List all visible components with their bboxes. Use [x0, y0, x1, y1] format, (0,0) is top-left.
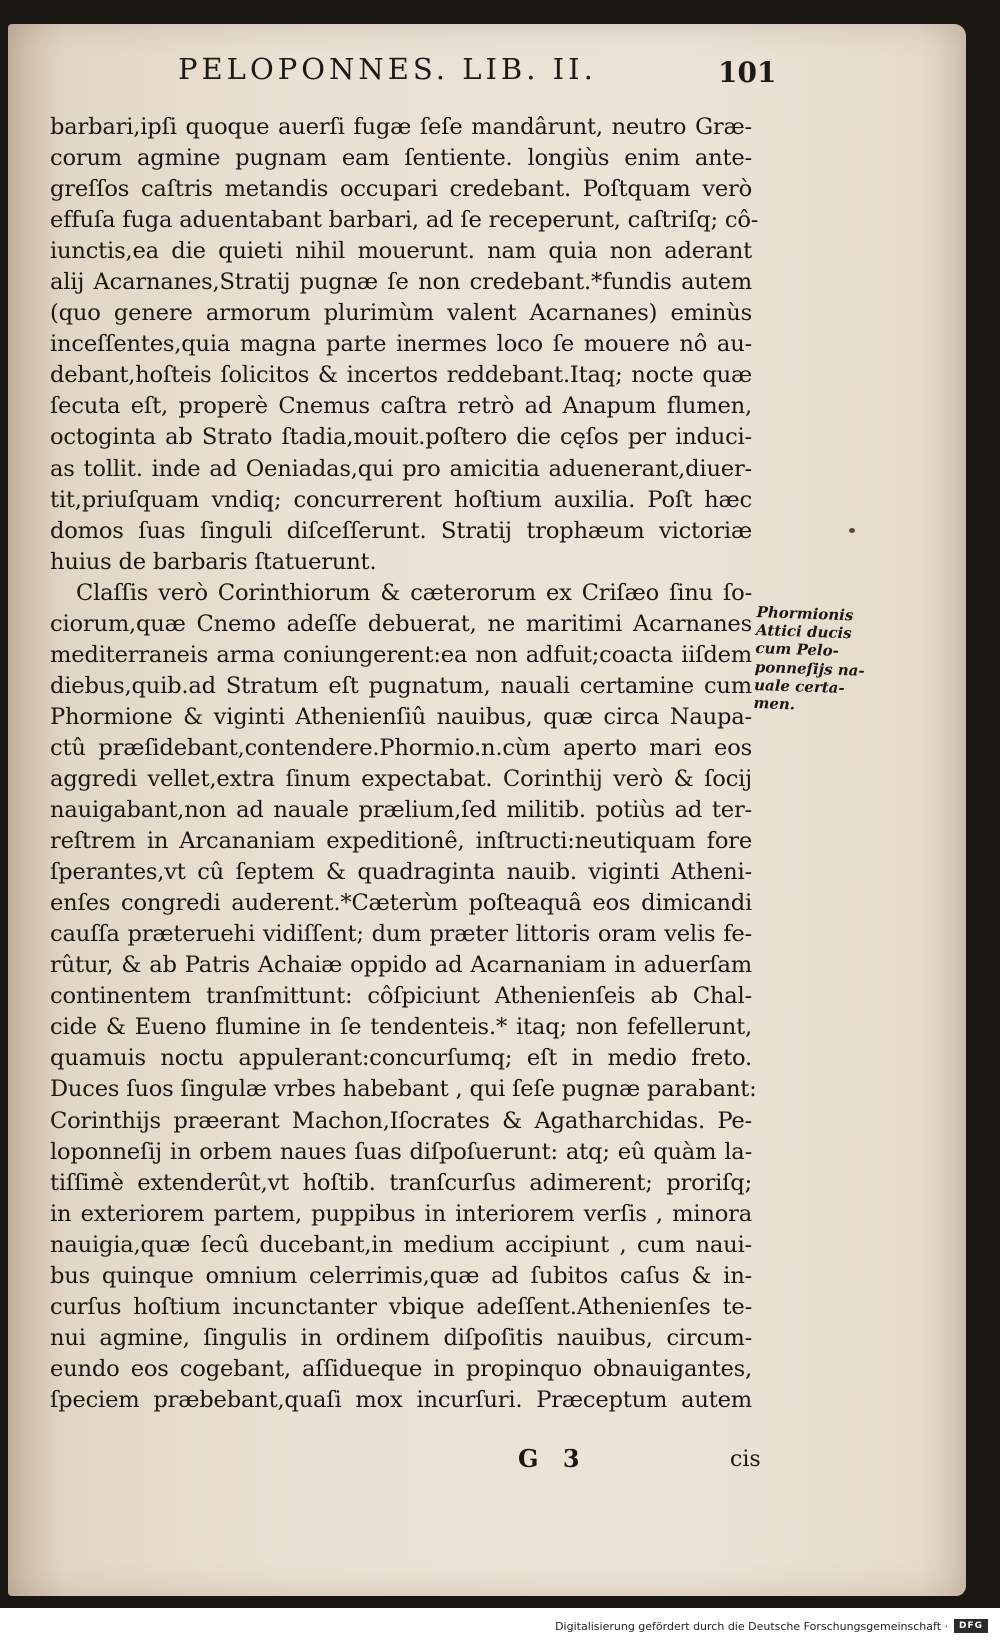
text-line: curſus hoſtium incunctanter vbique adeſſent.Athenienſes te- — [50, 1293, 752, 1320]
text-line: bus quinque omnium celerrimis,quæ ad ſubitos caſus & in- — [50, 1262, 752, 1289]
text-line: enſes congredi auderent.*Cæterùm poſteaquâ eos dimicandi — [50, 890, 752, 917]
text-line: aggredi vellet,extra ſinum expectabat. Corinthij verò & ſocij — [50, 765, 752, 792]
text-line: Claſſis verò Corinthiorum & cæterorum ex Criſæo ſinu ſo- — [76, 579, 752, 606]
text-line: nauigabant,non ad nauale prælium,ſed militib. potiùs ad ter- — [50, 797, 752, 824]
text-line: reſtrem in Arcananiam expeditionê, inſtructi:neutiquam fore — [50, 828, 752, 855]
text-line: Corinthijs præerant Machon,Iſocrates & Agatharchidas. Pe- — [50, 1107, 752, 1134]
catchword: cis — [730, 1447, 761, 1472]
marginal-note-line: Attici ducis — [755, 621, 852, 643]
text-line: as tollit. inde ad Oeniadas,qui pro amicitia aduenerant,diuer- — [50, 455, 752, 482]
ink-speck — [849, 528, 855, 533]
signature-mark: G 3 — [518, 1444, 588, 1473]
text-line: continentem tranſmittunt: côſpiciunt Athenienſeis ab Chal- — [50, 983, 752, 1010]
text-line: octoginta ab Strato ſtadia,mouit.poſtero die cęſos per induci- — [50, 424, 752, 451]
funding-credit: Digitalisierung gefördert durch die Deutsche Forschungsgemeinschaft · — [555, 1620, 948, 1633]
text-line: iunctis,ea die quieti nihil mouerunt. nam quia non aderant — [50, 238, 752, 265]
text-line: tiſſimè extenderût,vt hoſtib. tranſcurſus adimerent; proriſq; — [50, 1169, 752, 1196]
text-line: barbari,ipſi quoque auerſi fugæ ſeſe mandârunt, neutro Græ- — [50, 114, 752, 140]
text-line: loponneſij in orbem naues ſuas diſpoſuerunt: atq; eû quàm la- — [50, 1138, 752, 1165]
marginal-note-line: men. — [753, 693, 796, 714]
text-line: cide & Eueno flumine in ſe tendenteis.* itaq; non fefellerunt, — [50, 1014, 752, 1041]
text-line: inceſſentes,quia magna parte inermes loco ſe mouere nô au- — [50, 331, 752, 358]
text-line: Duces ſuos ſingulæ vrbes habebant , qui ſeſe pugnæ parabant: — [50, 1076, 757, 1103]
text-line: huius de barbaris ſtatuerunt. — [50, 548, 377, 575]
text-line: ctû præſidebant,contendere.Phormio.n.cùm aperto mari eos — [50, 734, 752, 761]
digitization-footer — [0, 1608, 1000, 1646]
marginal-note-line: Phormionis — [756, 603, 854, 625]
text-line: domos ſuas ſinguli diſceſſerunt. Stratij trophæum victoriæ — [50, 517, 752, 544]
text-line: nui agmine, ſingulis in ordinem diſpoſitis nauibus, circum- — [50, 1324, 752, 1351]
text-line: mediterraneis arma coniungerent:ea non adfuit;coacta iiſdem — [50, 641, 752, 668]
text-line: ſecuta eſt, properè Cnemus caſtra retrò ad Anapum flumen, — [50, 393, 752, 420]
marginal-note-line: uale certa- — [753, 675, 845, 697]
text-line: effuſa fuga aduentabant barbari, ad ſe receperunt, caſtriſq; cô- — [50, 207, 759, 234]
text-line: ſpeciem præbebant,quaſi mox incurſuri. Præceptum autem — [50, 1386, 752, 1413]
text-line: cauſſa præteruehi vidiſſent; dum præter littoris oram velis fe- — [50, 921, 752, 948]
marginal-note-line: ponneſijs na- — [754, 657, 865, 680]
text-line: ſperantes,vt cû ſeptem & quadraginta nauib. viginti Atheni- — [50, 859, 752, 886]
marginal-note-line: cum Pelo- — [755, 639, 840, 661]
text-line: rûtur, & ab Patris Achaiæ oppido ad Acarnaniam in aduerſam — [50, 952, 752, 979]
text-line: greſſos caſtris metandis occupari credebant. Poſtquam verò — [50, 176, 752, 203]
body-text — [50, 112, 759, 1416]
text-line: tit,priuſquam vndiq; concurrerent hoſtium auxilia. Poſt hæc — [50, 486, 752, 513]
text-line: corum agmine pugnam eam ſentiente. longiùs enim ante- — [50, 145, 752, 172]
text-line: debant,hoſteis ſolicitos & incertos reddebant.Itaq; nocte quæ — [50, 362, 752, 389]
dfg-logo: DFG — [954, 1619, 988, 1633]
text-line: quamuis noctu appulerant:concurſumq; eſt in medio freto. — [50, 1045, 752, 1072]
text-line: eundo eos cogebant, aſſidueque in propinquo obnauigantes, — [50, 1355, 752, 1382]
text-line: ciorum,quæ Cnemo adeſſe debuerat, ne maritimi Acarnanes — [50, 610, 752, 637]
text-line: Phormione & viginti Athenienſiû nauibus, quæ circa Naupa- — [50, 703, 752, 730]
text-line: alij Acarnanes,Stratij pugnæ ſe non credebant.*fundis autem — [50, 269, 752, 296]
marginal-note — [753, 603, 882, 717]
running-head: PELOPONNES. LIB. II. — [178, 52, 597, 86]
text-line: in exteriorem partem, puppibus in interiorem verſis , minora — [50, 1200, 752, 1227]
text-line: diebus,quib.ad Stratum eſt pugnatum, nauali certamine cum — [50, 672, 752, 699]
page-number: 101 — [718, 56, 777, 89]
text-line: nauigia,quæ ſecû ducebant,in medium accipiunt , cum naui- — [50, 1231, 752, 1258]
text-line: (quo genere armorum plurimùm valent Acarnanes) eminùs — [50, 300, 752, 327]
